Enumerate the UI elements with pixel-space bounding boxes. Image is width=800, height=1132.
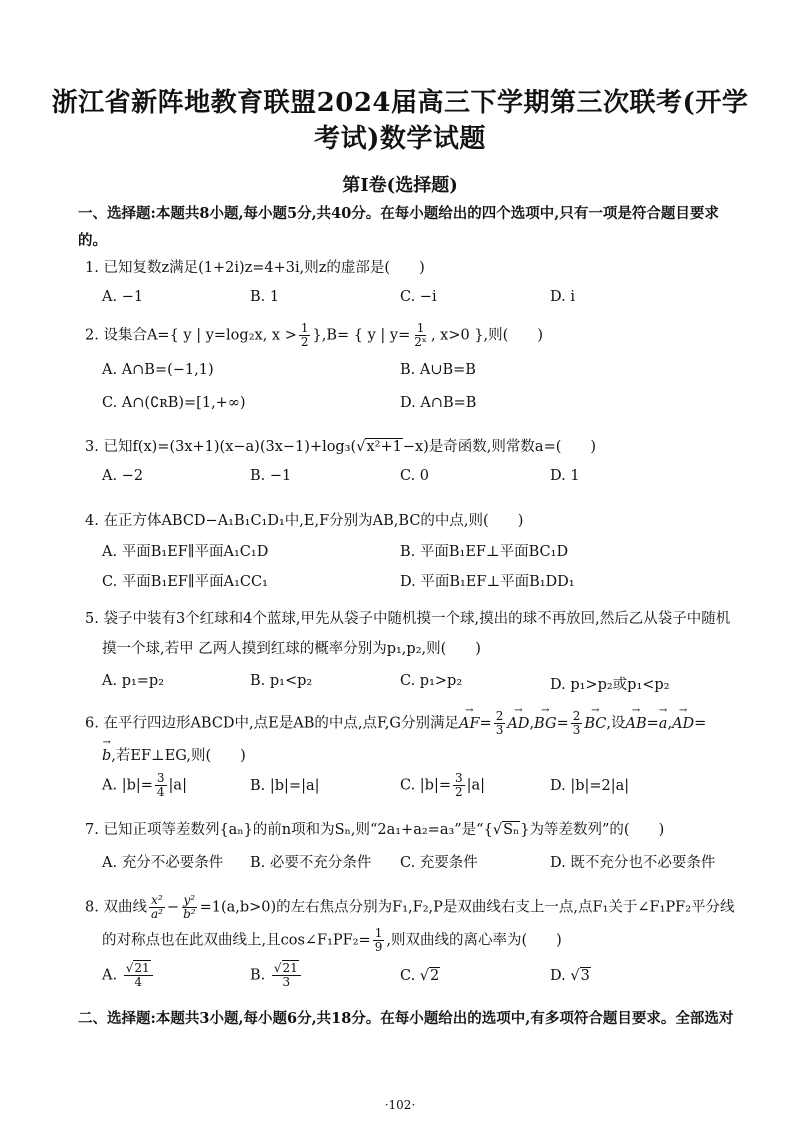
q6-optC-fraction (453, 772, 465, 799)
question-3-stem: 3. 已知f(x)=(3x+1)(x−a)(3x−1)+log₃(√x²+1−x)是奇函数,则常数a=( ) (85, 439, 597, 455)
q8-cos-num: 1 (374, 926, 383, 940)
q8-optC-sqrt: 2 (430, 968, 440, 984)
q2-set-b-post: , x>0 },则( ) (430, 327, 543, 344)
question-5-stem-line1: 5. 袋子中装有3个红球和4个蓝球,甲先从袋子中随机摸一个球,摸出的球不再放回,然后乙从袋子中随机 (85, 611, 731, 627)
section2-heading: 二、选择题:本题共3小题,每小题6分,共18分。在每小题给出的选项中,有多项符合题目要求。全部选对 (78, 1010, 734, 1027)
q8-pre: 8. 双曲线 (85, 899, 147, 916)
question-6-option-b: B. |b|=|a| (250, 778, 320, 794)
q8-cos-den: 9 (374, 940, 383, 954)
q6-eq-3: = (646, 715, 659, 732)
question-7-option-c: C. 充要条件 (400, 855, 478, 871)
question-8-option-c: C. √2 (400, 968, 440, 984)
q8-optA-num: 21 (134, 961, 150, 975)
q2-set-a-post: }, (312, 327, 327, 344)
question-4-option-b: B. 平面B₁EF⊥平面BC₁D (400, 544, 569, 560)
question-2-option-c: C. A∩(∁ʀB)=[1,+∞) (102, 395, 246, 411)
q8-optA-label: A. (102, 967, 118, 984)
question-2-option-a: A. A∩B=(−1,1) (102, 362, 214, 378)
q2-set-b-num: 1 (416, 321, 425, 335)
question-8-option-a (102, 962, 155, 989)
exam-title-line2: 考试)数学试题 (314, 124, 486, 154)
q2-set-a-den: 2 (300, 335, 309, 349)
question-8-option-d: D. √3 (550, 968, 590, 984)
q8-line2-pre: 的对称点也在此双曲线上,且cos∠F₁PF₂= (102, 932, 371, 949)
volume-heading: 第Ⅰ卷(选择题) (342, 175, 458, 196)
q6-optC-post: |a| (466, 777, 486, 794)
q8-optB-num-wrap: √21 (272, 962, 301, 976)
q6-vec-af: → AF (459, 716, 480, 732)
question-8-stem-line2 (102, 927, 762, 954)
question-8-stem-line1 (85, 894, 745, 921)
question-8-option-b (250, 962, 303, 989)
q6-optA-num: 3 (156, 771, 165, 785)
q8-post: =1(a,b>0)的左右焦点分别为F₁,F₂,P是双曲线右支上一点,点F₁关于∠F₁PF₂平分线 (199, 899, 735, 916)
q8-optA-den: 4 (134, 975, 142, 989)
question-5-option-a: A. p₁=p₂ (102, 673, 165, 689)
q2-set-b-den: 2ˣ (414, 335, 427, 349)
question-1-stem: 1. 已知复数z满足(1+2i)z=4+3i,则z的虚部是( ) (85, 260, 425, 276)
q3-sqrt-body: x²+1 (366, 439, 402, 455)
q6-optA-den: 4 (156, 785, 165, 799)
q8-minus: − (166, 899, 180, 916)
q8-optB-num: 21 (282, 961, 298, 975)
question-3-option-d: D. 1 (550, 468, 580, 484)
q8-optB-label: B. (250, 967, 266, 984)
q6-line1-pre: 6. 在平行四边形ABCD中,点E是AB的中点,点F,G分别满足 (85, 715, 459, 732)
q6-vec-b: → b (102, 748, 111, 764)
section1-heading-line1: 一、选择题:本题共8小题,每小题5分,共40分。在每小题给出的四个选项中,只有一项是符合题目要求 (78, 205, 719, 222)
question-4-option-a: A. 平面B₁EF∥平面A₁C₁D (102, 544, 269, 560)
q7-stem-post: }为等差数列”的( ) (520, 822, 665, 838)
q6-optC-den: 2 (455, 785, 463, 799)
section1-heading (78, 200, 734, 254)
q6-vec-bc: → BC (584, 716, 606, 732)
question-5-option-d: D. p₁>p₂或p₁<p₂ (550, 677, 670, 693)
q3-stem-post: −x)是奇函数,则常数a=( ) (402, 439, 597, 455)
q8-optA-fraction (124, 962, 153, 989)
question-2-stem (85, 322, 745, 349)
question-4-option-c: C. 平面B₁EF∥平面A₁CC₁ (102, 574, 268, 590)
question-6-stem-line1: 6. 在平行四边形ABCD中,点E是AB的中点,点F,G分别满足→ AF= $\frac{2}{3}$ → AD,→ BG= $\frac{2}{3}$ → BC,设→ AB=→ a,→ AD= (85, 710, 745, 737)
q8-f1-den: a² (150, 907, 163, 921)
question-1-option-b: B. 1 (250, 289, 280, 305)
q6-vec-ad: → AD (507, 716, 529, 732)
question-4-option-d: D. 平面B₁EF⊥平面B₁DD₁ (400, 574, 575, 590)
q8-optA-num-wrap: √21 (124, 962, 153, 976)
question-2-option-b: B. A∪B=B (400, 362, 476, 378)
q6-set-text: ,设 (606, 715, 626, 732)
q6-optA-fraction (155, 772, 167, 799)
question-7-stem: 7. 已知正项等差数列{aₙ}的前n项和为Sₙ,则“2a₁+a₂=a₃”是“{√Sₙ}为等差数列”的( ) (85, 822, 665, 838)
q8-f2-den: b² (183, 907, 196, 921)
q7-stem-pre: 7. 已知正项等差数列{aₙ}的前n项和为Sₙ,则“2a₁+a₂=a₃”是“{ (85, 822, 493, 838)
section1-heading-line2: 的。 (78, 232, 107, 249)
q8-cos-fraction (373, 927, 385, 954)
q6-eq-2: = (556, 715, 569, 732)
question-1-option-d: D. i (550, 289, 575, 305)
q6-fraction-2 (571, 710, 583, 737)
q8-optB-fraction (272, 962, 301, 989)
q3-stem-pre: 3. 已知f(x)=(3x+1)(x−a)(3x−1)+log₃( (85, 439, 357, 455)
question-7-option-d: D. 既不充分也不必要条件 (550, 855, 716, 871)
q2-set-a-num: 1 (300, 321, 309, 335)
q2-set-a-fraction (299, 322, 311, 349)
q6-optC-pre: C. |b|= (400, 777, 451, 794)
page-number: ·102· (384, 1098, 416, 1112)
question-3-option-b: B. −1 (250, 468, 292, 484)
question-3-option-a: A. −2 (102, 468, 144, 484)
q7-sqrt-body: Sₙ (503, 822, 520, 838)
exam-title-line1: 浙江省新阵地教育联盟2024届高三下学期第三次联考(开学 (51, 88, 749, 118)
q2-set-a-pre: { y | y=log₂x, x > (169, 327, 297, 344)
question-7-option-a: A. 充分不必要条件 (102, 855, 224, 871)
question-2-option-d: D. A∩B=B (400, 395, 477, 411)
q8-line2-post: ,则双曲线的离心率为( ) (386, 932, 562, 949)
question-5-option-b: B. p₁<p₂ (250, 673, 313, 689)
q6-frac1-den: 3 (495, 723, 504, 737)
q6-frac2-den: 3 (572, 723, 581, 737)
q6-optC-num: 3 (455, 771, 463, 785)
q6-fraction-1 (494, 710, 506, 737)
q2-set-b-pre: B= { y | y= (326, 327, 411, 344)
q8-optD-label: D. (550, 968, 566, 984)
question-4-stem: 4. 在正方体ABCD−A₁B₁C₁D₁中,E,F分别为AB,BC的中点,则( ) (85, 513, 524, 529)
q8-f1-num: x² (151, 893, 163, 907)
q8-x-fraction (149, 894, 165, 921)
q8-optB-den: 3 (282, 975, 291, 989)
question-5-option-c: C. p₁>p₂ (400, 673, 463, 689)
q6-vec-bg: → BG (534, 716, 557, 732)
q2-prefix: 2. 设集合A= (85, 327, 170, 344)
q6-line2-post: ,若EF⊥EG,则( ) (111, 748, 246, 764)
question-5-stem-line2: 摸一个球,若甲 乙两人摸到红球的概率分别为p₁,p₂,则( ) (102, 641, 481, 657)
q6-frac1-num: 2 (495, 709, 504, 723)
q6-vec-ab: → AB (626, 716, 647, 732)
q6-eq-1: = (479, 715, 492, 732)
q6-eq-4: = (694, 715, 707, 732)
question-6-stem-line2 (102, 744, 762, 765)
question-7-option-b: B. 必要不充分条件 (250, 855, 372, 871)
q6-vec-ad-2: → AD (672, 716, 694, 732)
question-6-option-d: D. |b|=2|a| (550, 778, 630, 794)
q8-optC-label: C. (400, 968, 416, 984)
q6-vec-a: → a (659, 716, 668, 732)
q8-y-fraction (181, 894, 198, 921)
q8-f2-num: y² (183, 893, 196, 907)
question-6-option-a (102, 772, 187, 799)
q6-optA-post: |a| (168, 777, 187, 794)
question-3-option-c: C. 0 (400, 468, 430, 484)
q6-optA-pre: A. |b|= (102, 777, 153, 794)
question-1-option-c: C. −i (400, 289, 437, 305)
question-6-option-c (400, 772, 485, 799)
q8-optD-sqrt: 3 (580, 968, 590, 984)
q2-set-b-fraction (412, 322, 429, 349)
question-1-option-a: A. −1 (102, 289, 144, 305)
q6-frac2-num: 2 (572, 709, 581, 723)
